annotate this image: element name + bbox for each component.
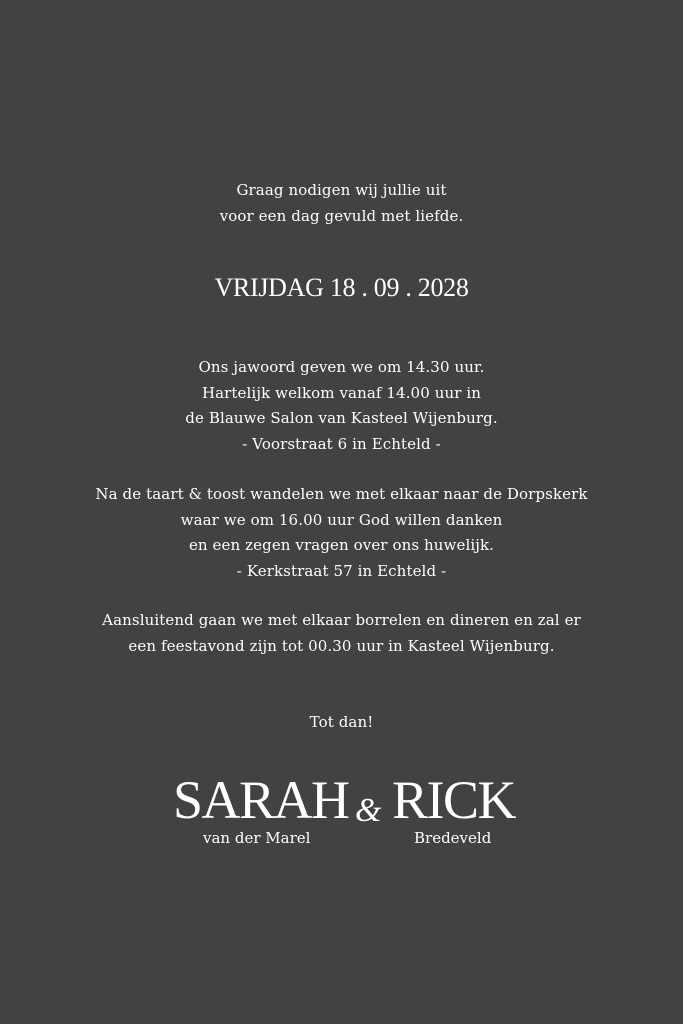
ceremony-line: de Blauwe Salon van Kasteel Wijenburg. — [185, 409, 498, 427]
intro-line: voor een dag gevuld met liefde. — [219, 206, 464, 225]
intro-line: Graag nodigen wij jullie uit — [236, 181, 447, 199]
ampersand: & — [355, 792, 382, 829]
closing-line: Tot dan! — [309, 713, 374, 731]
church-line: en een zegen vragen over ons huwelijk. — [188, 536, 495, 554]
party-line: Aansluitend gaan we met elkaar borrelen en dineren en zal er — [102, 611, 581, 629]
partner2-last-name: Bredeveld — [414, 829, 492, 847]
ceremony-details — [0, 355, 683, 457]
intro-text — [0, 178, 683, 229]
church-line: waar we om 16.00 uur God willen danken — [180, 510, 503, 529]
partner1-last-name: van der Marel — [203, 829, 311, 847]
church-line: Na de taart & toost wandelen we met elkaar naar de Dorpskerk — [95, 485, 588, 503]
ceremony-line: Hartelijk welkom vanaf 14.00 uur in — [201, 383, 482, 402]
party-details — [0, 608, 683, 659]
church-details — [0, 482, 683, 584]
party-line: een feestavond zijn tot 00.30 uur in Kasteel Wijenburg. — [128, 636, 555, 655]
partner1-first-name: SARAH — [173, 770, 349, 830]
partner2-first-name: RICK — [392, 770, 516, 830]
church-address: - Kerkstraat 57 in Echteld - — [236, 561, 447, 580]
wedding-date: VRIJDAG 18 . 09 . 2028 — [214, 273, 469, 302]
ceremony-address: - Voorstraat 6 in Echteld - — [242, 434, 441, 453]
closing-text — [0, 710, 683, 736]
couple-names — [0, 770, 683, 860]
ceremony-line: Ons jawoord geven we om 14.30 uur. — [198, 358, 485, 376]
